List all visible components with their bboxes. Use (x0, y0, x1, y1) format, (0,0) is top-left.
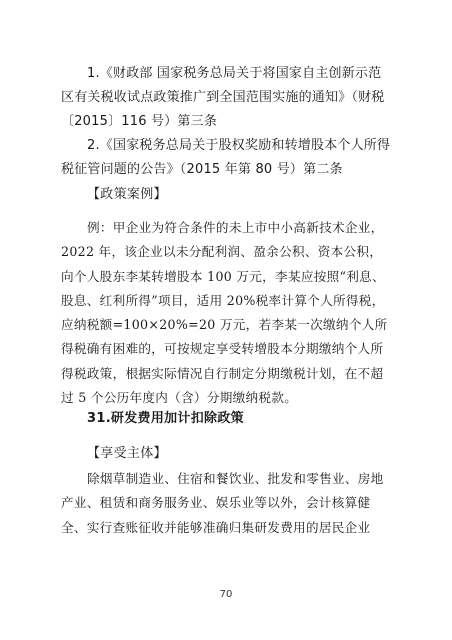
case-paragraph: 例：甲企业为符合条件的未上市中小高新技术企业，2022 年，该企业以未分配利润、盈余公积、资本公积，向个人股东李某转增股本 100 万元，李某应按照“利息、股息、红利所得”项目，适用 20%税率计算个人所得税，应纳税额=100×20%=20 万元，若李某一次缴纳个人所得税确有困难的，可按规定享受转增股本分期缴纳个人所得税政策，根据实际情况自行制定分期缴税计划，在不超过 5 个公历年度内（含）分期缴纳税款。 (61, 220, 388, 406)
reference-2: 2.《国家税务总局关于股权奖励和转增股本个人所得税征管问题的公告》（2015 年第 80 号）第二条 (61, 138, 391, 177)
page-number: 70 (219, 589, 233, 600)
section-title: 31.研发费用加计扣除政策 (87, 411, 244, 426)
reference-1: 1.《财政部 国家税务总局关于将国家自主创新示范区有关税收试点政策推广到全国范围实施的通知》（财税〔2015〕116 号）第三条 (61, 66, 385, 129)
case-heading: 【政策案例】 (87, 187, 167, 202)
beneficiary-heading: 【享受主体】 (87, 446, 167, 461)
beneficiary-paragraph: 除烟草制造业、住宿和餐饮业、批发和零售业、房地产业、租赁和商务服务业、娱乐业等以外，会计核算健全、实行查账征收并能够准确归集研发费用的居民企业 (61, 471, 384, 535)
